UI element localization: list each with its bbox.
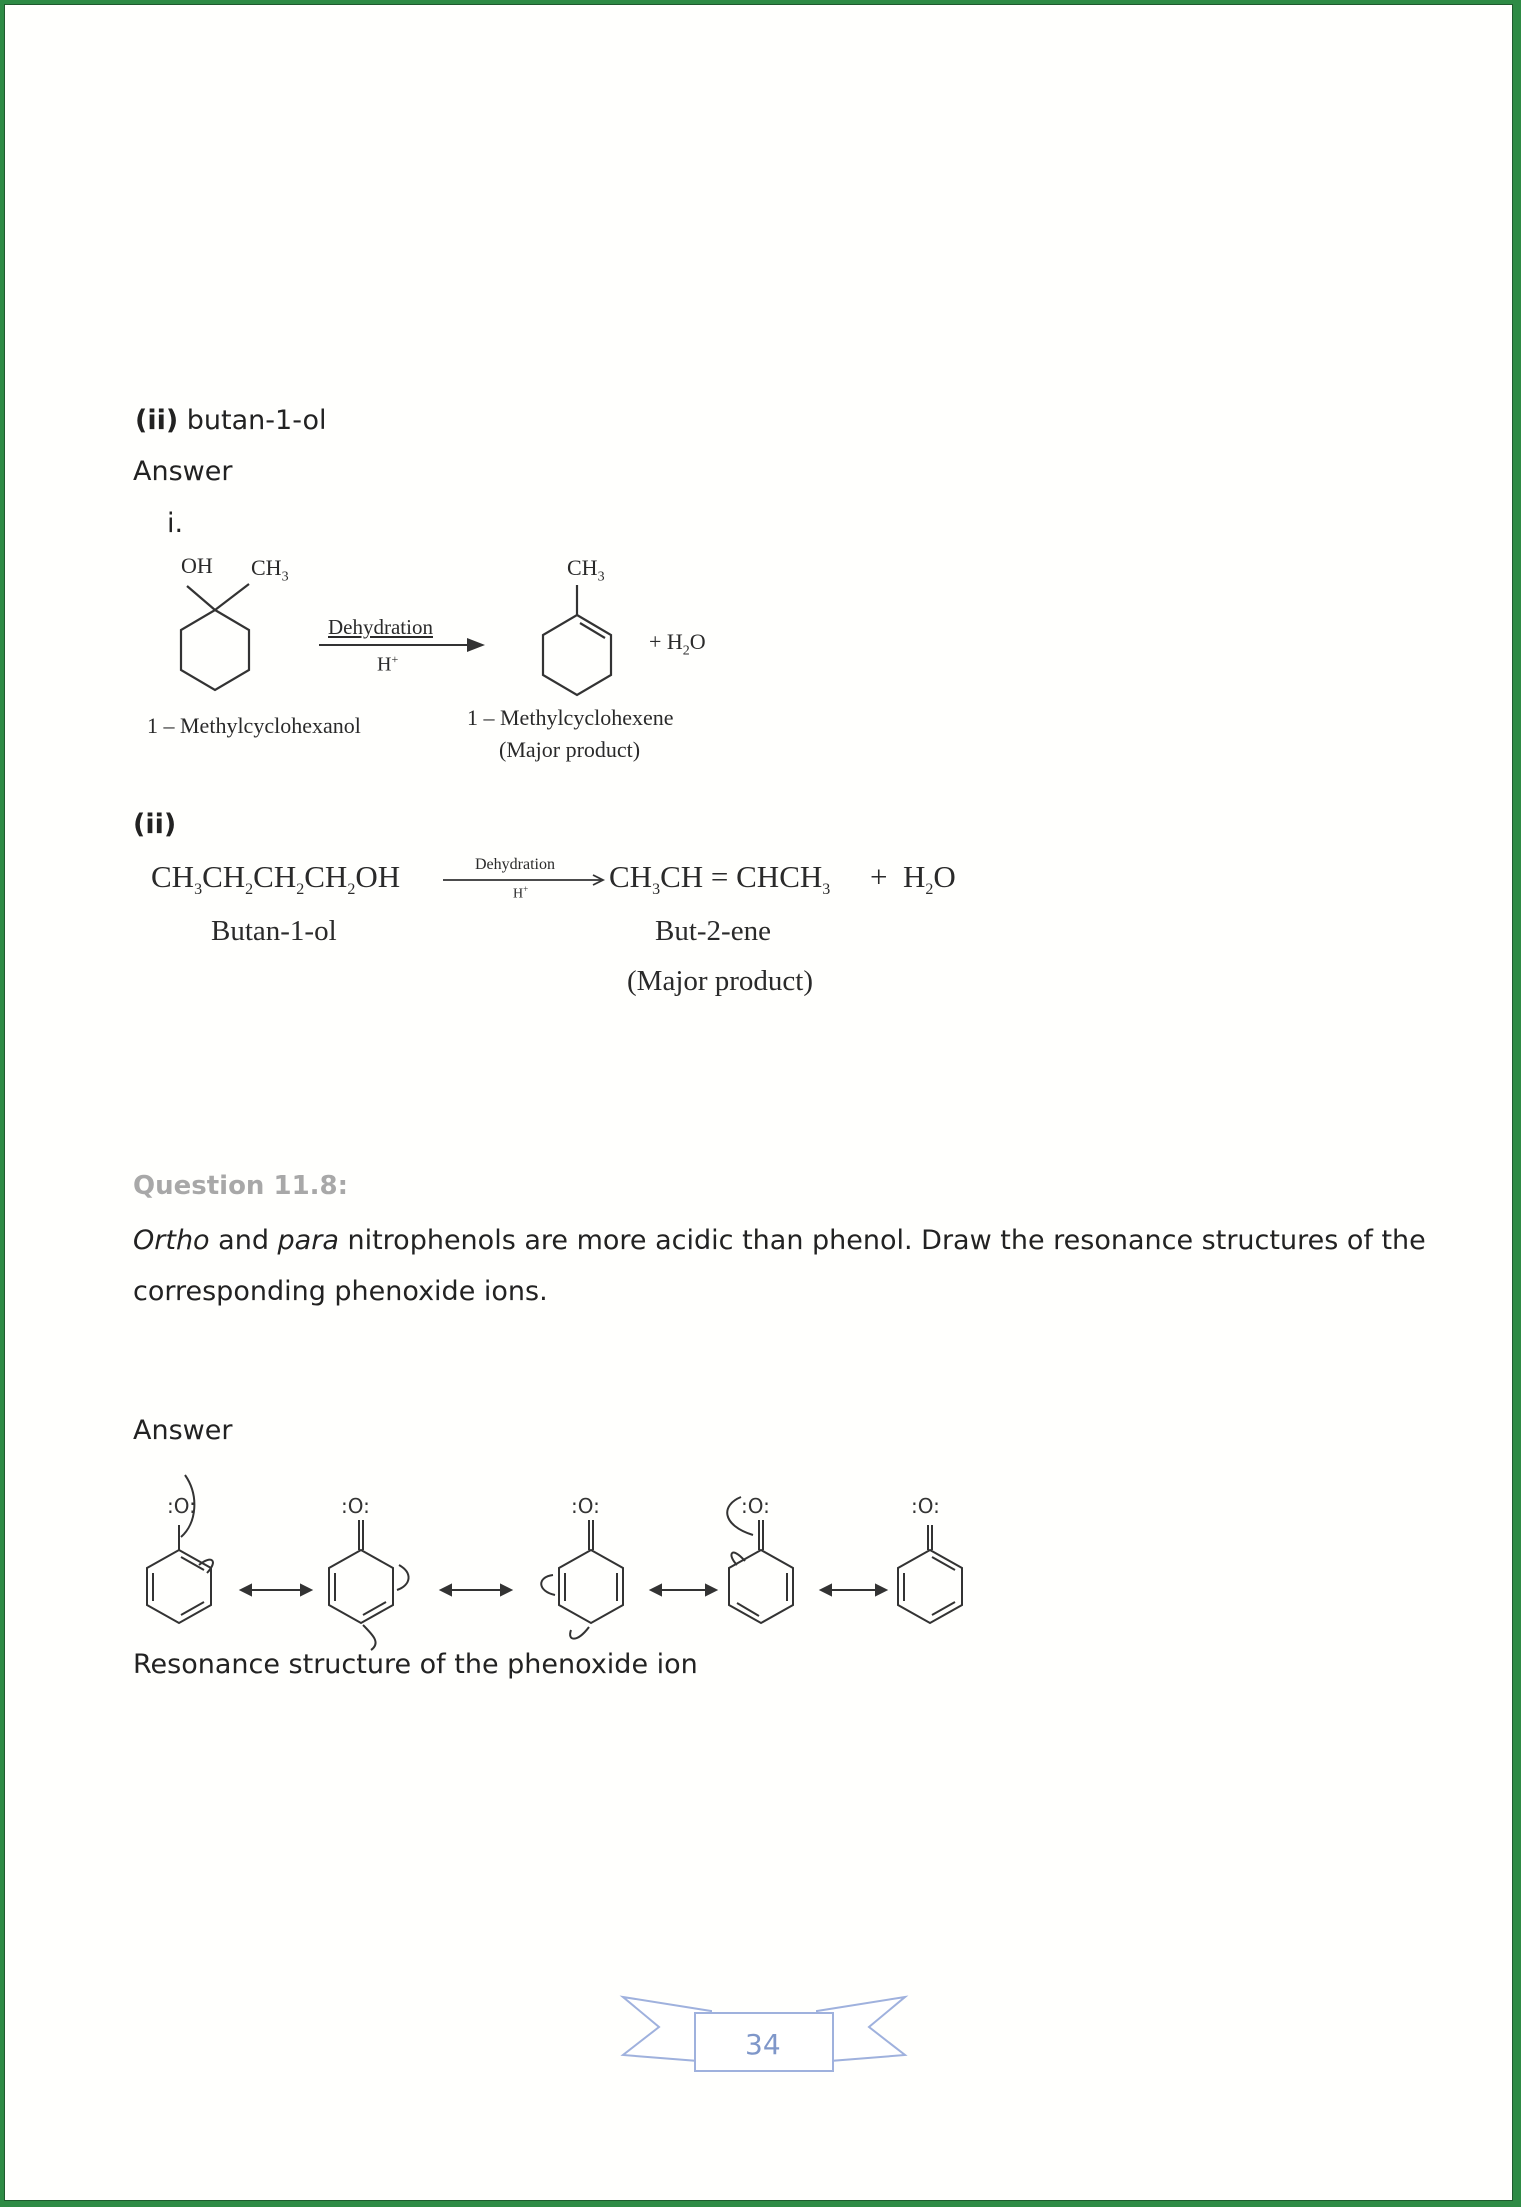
svg-text::O:: :O:: [341, 1494, 370, 1518]
reaction-arrow-i: [317, 635, 497, 655]
page-number: 34: [745, 2028, 781, 2061]
product-ii: $CH_3CH$ = $CHCH_3$: [609, 859, 831, 899]
product-i-name: 1 – Methylcyclohexene: [467, 705, 674, 730]
document-page: [4, 4, 1513, 2201]
arrow-ii-bottom: H+: [513, 884, 529, 902]
para-italic: para: [277, 1225, 339, 1256]
oh-label: OH: [181, 553, 213, 578]
product-ii-note: (Major product): [627, 965, 814, 997]
part-ii-label: (ii): [135, 405, 179, 436]
answer-label-2: Answer: [133, 1415, 233, 1446]
svg-text::O:: :O:: [571, 1494, 600, 1518]
reactant-i-name: 1 – Methylcyclohexanol: [147, 713, 361, 738]
product-ii-name: But-2-ene: [655, 915, 771, 947]
question-rest: nitrophenols are more acidic than phenol. Draw the resonance structures of the corresponding phenoxide ions.: [133, 1225, 1426, 1307]
arrow-i-bottom: H+: [377, 652, 399, 676]
reactant-ii-name: Butan-1-ol: [211, 915, 337, 947]
svg-text::O:: :O:: [741, 1494, 770, 1518]
sub-label-i: i.: [167, 508, 184, 539]
cyclohexene-ring: [537, 583, 637, 723]
byproduct-i: + $H_2O$: [649, 629, 706, 659]
resonance-structures-figure: [141, 1465, 971, 1645]
answer-label-1: Answer: [133, 456, 233, 487]
svg-text::O:: :O:: [167, 1494, 196, 1518]
product-i-note: (Major product): [499, 737, 641, 762]
arrow-i-top: Dehydration: [328, 615, 433, 639]
ortho-italic: Ortho: [133, 1225, 210, 1256]
ch3-label: $CH_3$: [251, 555, 289, 585]
question-mid: and: [209, 1225, 278, 1256]
question-text: [133, 1215, 1453, 1317]
figure-caption: Resonance structure of the phenoxide ion: [133, 1649, 698, 1680]
arrow-ii-top: Dehydration: [475, 856, 555, 873]
reactant-ii: $CH_3CH_2CH_2CH_2OH$: [151, 859, 401, 899]
svg-text::O:: :O:: [911, 1494, 940, 1518]
part-ii-heading: [135, 407, 326, 434]
byproduct-ii: + $H_2O$: [870, 859, 956, 899]
part-ii-text: butan-1-ol: [186, 405, 327, 436]
sub-label-ii: (ii): [133, 809, 177, 840]
question-title: Question 11.8:: [133, 1171, 349, 1201]
product-ch3-label: $CH_3$: [567, 555, 605, 585]
